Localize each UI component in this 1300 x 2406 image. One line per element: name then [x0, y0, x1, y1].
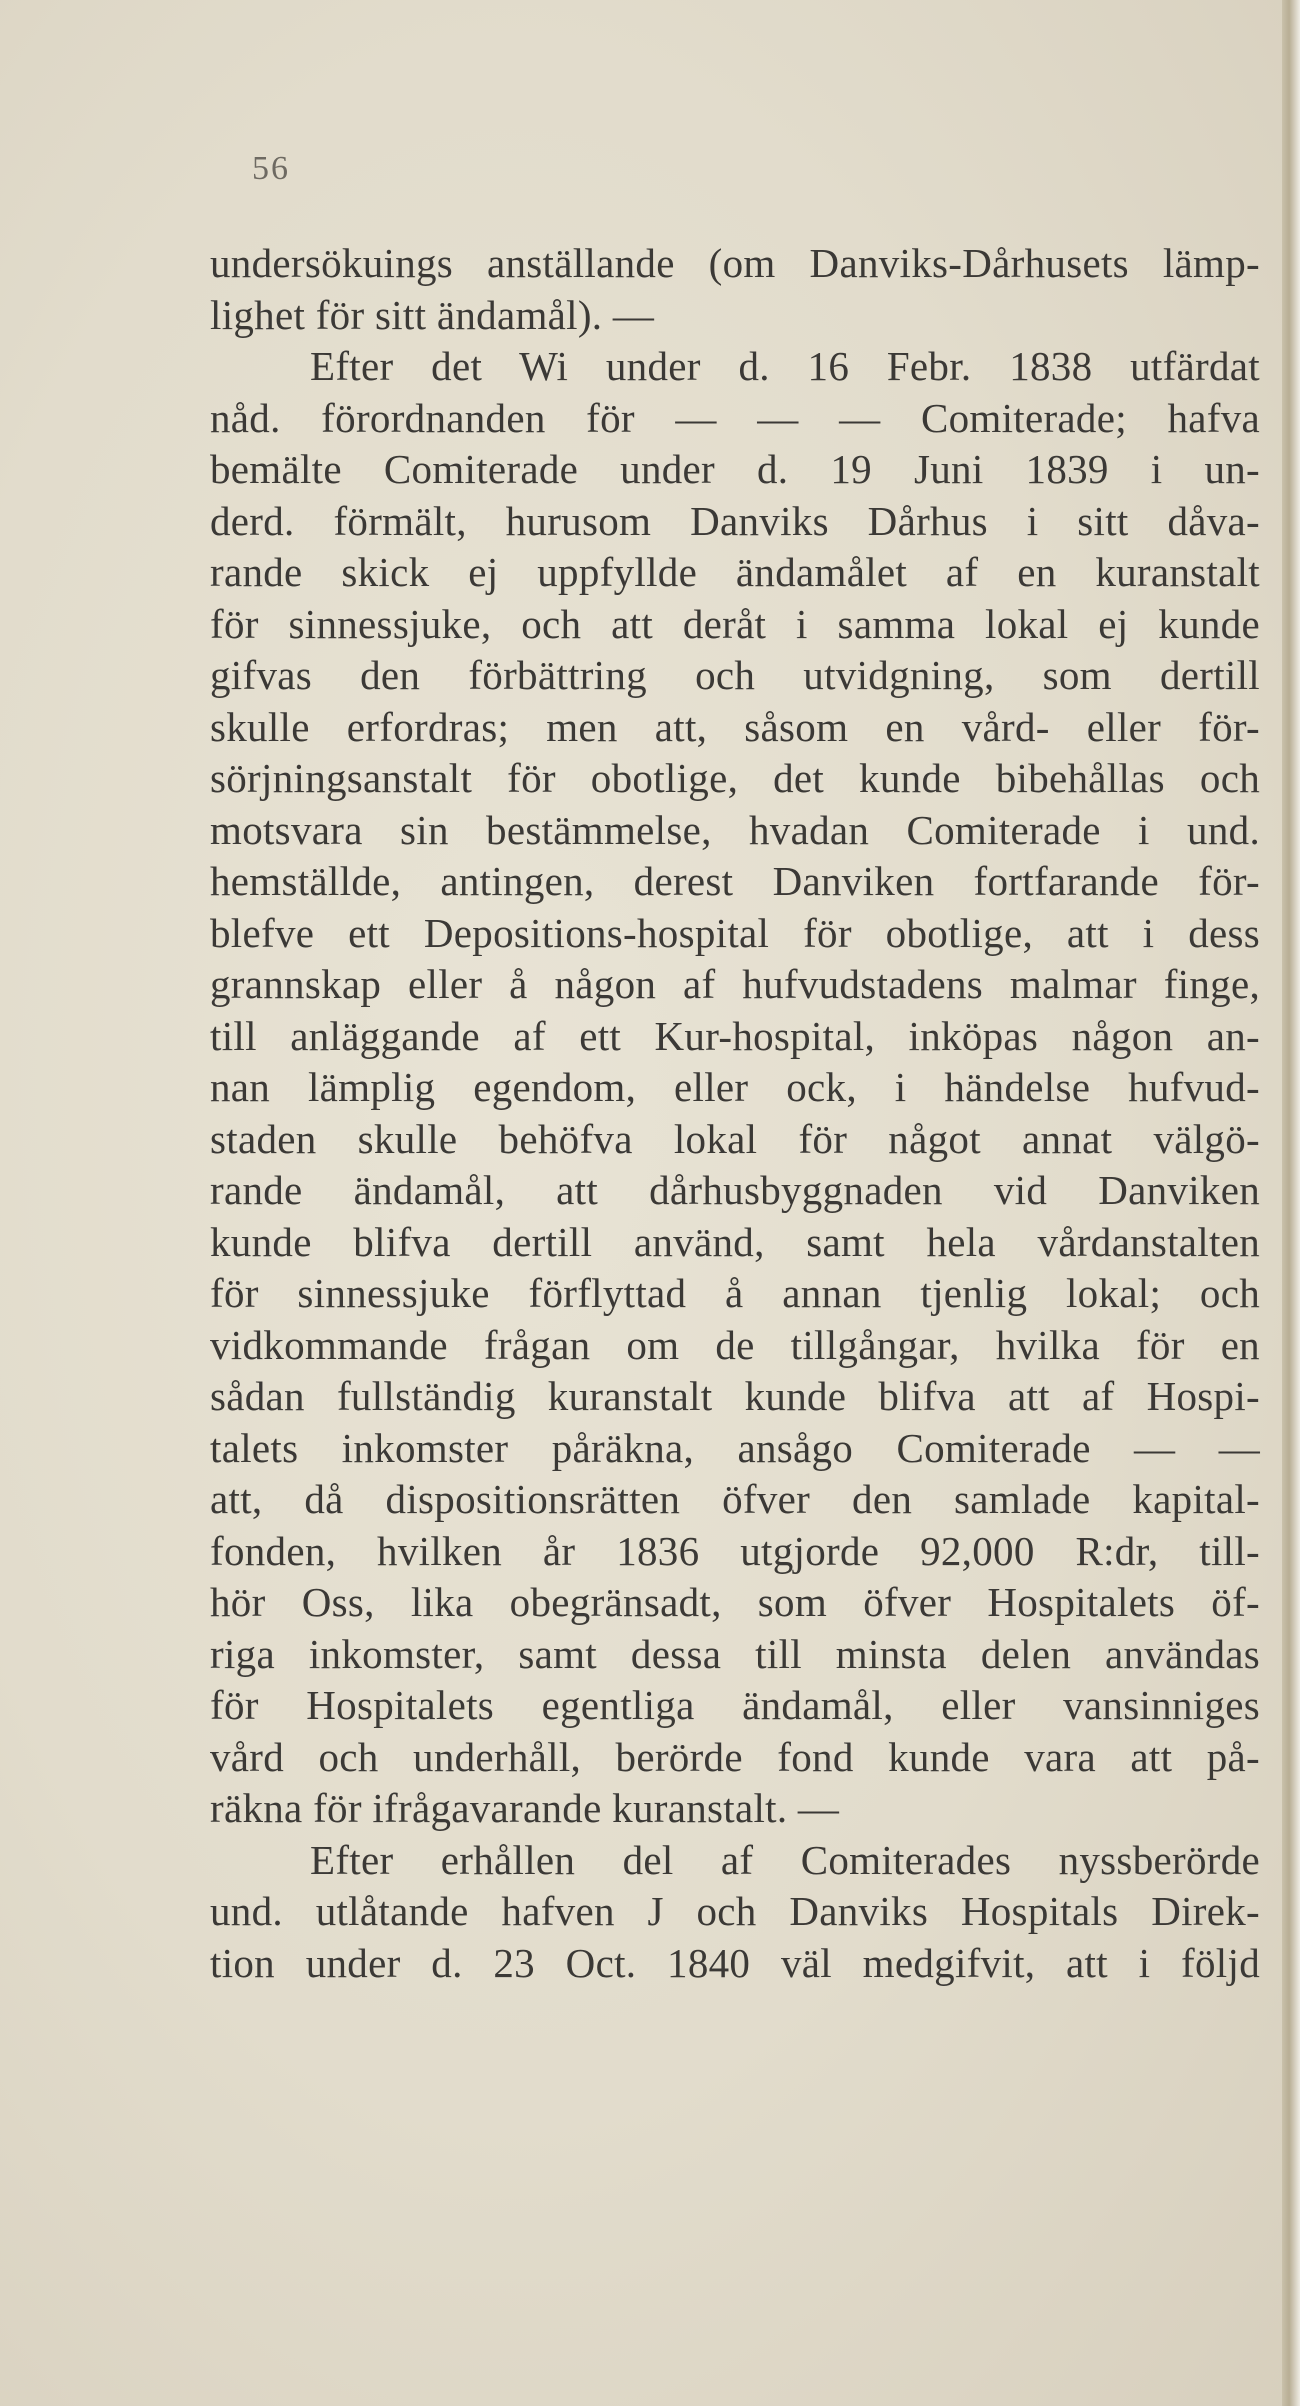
page-number: 56	[252, 150, 290, 187]
text-line: hör Oss, lika obegränsadt, som öfver Hospitalets öf-	[210, 1579, 1260, 1625]
text-line: att, då dispositionsrätten öfver den samlade kapital-	[210, 1476, 1260, 1522]
text-line: motsvara sin bestämmelse, hvadan Comiterade i und.	[210, 806, 1260, 853]
text-line: rande skick ej uppfyllde ändamålet af en kuranstalt	[210, 549, 1260, 595]
text-line: för sinnessjuke förflyttad å annan tjenlig lokal; och	[210, 1270, 1260, 1316]
text-line: hemställde, antingen, derest Danviken fortfarande för-	[210, 858, 1260, 904]
text-line: nåd. förordnanden för — — — Comiterade; hafva	[210, 394, 1260, 441]
text-line: Efter erhållen del af Comiterades nyssberörde	[310, 1836, 1260, 1883]
text-line: kunde blifva dertill använd, samt hela vårdanstalten	[210, 1218, 1260, 1265]
page-edge	[1282, 0, 1300, 2406]
text-line: till anläggande af ett Kur-hospital, inköpas någon an-	[210, 1012, 1260, 1059]
text-line: vidkommande frågan om de tillgångar, hvilka för en	[210, 1321, 1260, 1368]
text-line: vård och underhåll, berörde fond kunde vara att på-	[210, 1733, 1260, 1780]
text-line: för sinnessjuke, och att deråt i samma lokal ej kunde	[210, 600, 1260, 647]
text-line: lighet för sitt ändamål). —	[210, 291, 655, 338]
text-line: räkna för ifrågavarande kuranstalt. —	[210, 1785, 840, 1831]
text-line: derd. förmält, hurusom Danviks Dårhus i sitt dåva-	[210, 497, 1260, 544]
text-line: för Hospitalets egentliga ändamål, eller vansinniges	[210, 1682, 1260, 1728]
text-line: bemälte Comiterade under d. 19 Juni 1839 i un-	[210, 446, 1260, 492]
text-line: riga inkomster, samt dessa till minsta delen användas	[210, 1630, 1260, 1677]
text-line: fonden, hvilken år 1836 utgjorde 92,000 R:dr, till-	[210, 1527, 1260, 1574]
body-text	[210, 238, 1260, 1989]
text-line: sådan fullständig kuranstalt kunde blifva att af Hospi-	[210, 1373, 1260, 1419]
text-line: Efter det Wi under d. 16 Febr. 1838 utfärdat	[310, 343, 1260, 389]
text-line: gifvas den förbättring och utvidgning, som dertill	[210, 652, 1260, 698]
text-line: grannskap eller å någon af hufvudstadens malmar finge,	[210, 961, 1260, 1007]
text-line: und. utlåtande hafven J och Danviks Hospitals Direk-	[210, 1888, 1260, 1934]
text-line: nan lämplig egendom, eller ock, i händelse hufvud-	[210, 1064, 1260, 1110]
text-line: undersökuings anställande (om Danviks-Dårhusets lämp-	[210, 240, 1260, 286]
text-line: sörjningsanstalt för obotlige, det kunde bibehållas och	[210, 755, 1260, 801]
text-line: tion under d. 23 Oct. 1840 väl medgifvit, att i följd	[210, 1939, 1260, 1986]
text-line: staden skulle behöfva lokal för något annat välgö-	[210, 1115, 1260, 1162]
text-line: talets inkomster påräkna, ansågo Comiterade — —	[210, 1424, 1260, 1471]
text-line: rande ändamål, att dårhusbyggnaden vid Danviken	[210, 1167, 1260, 1213]
text-line: skulle erfordras; men att, såsom en vård- eller för-	[210, 703, 1260, 750]
text-line: blefve ett Depositions-hospital för obotlige, att i dess	[210, 909, 1260, 956]
